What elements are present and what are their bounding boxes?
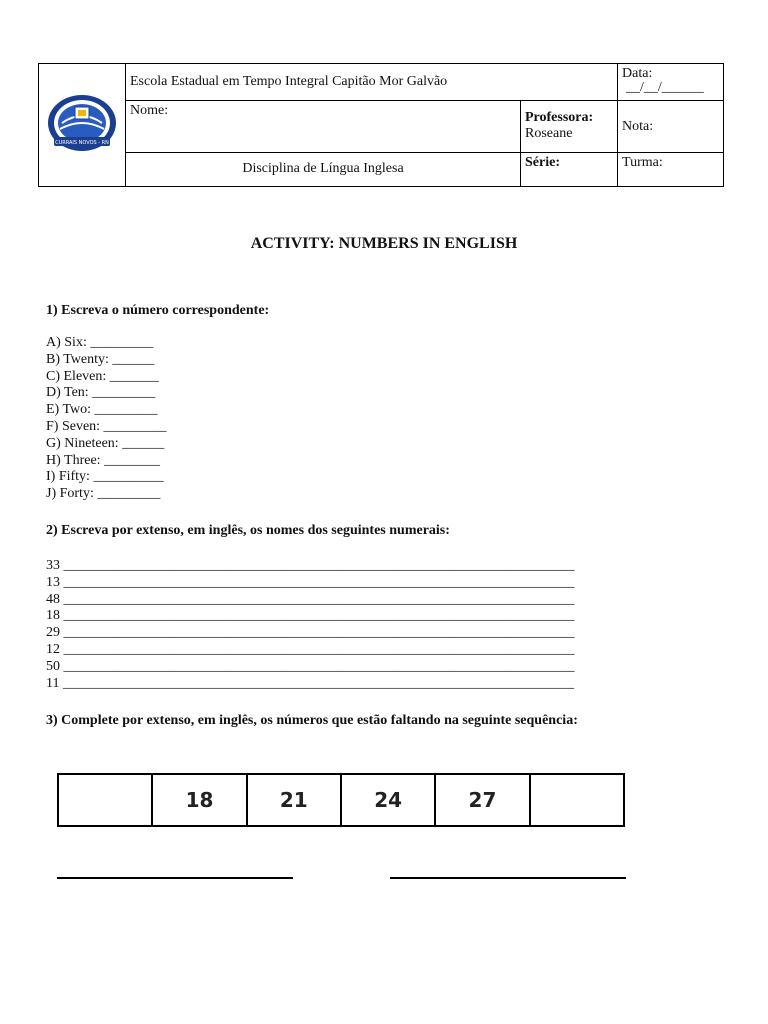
q2-heading: 2) Escreva por extenso, em inglês, os nomes dos seguintes numerais:	[46, 523, 450, 538]
list-item[interactable]: 48 _________________________________________________________________________	[46, 591, 575, 607]
sequence-cell: 21	[247, 774, 341, 826]
date-label: Data:	[622, 66, 653, 81]
class-cell	[618, 152, 724, 186]
school-name-cell	[126, 64, 618, 101]
list-item[interactable]: 29 _________________________________________________________________________	[46, 625, 575, 641]
list-item[interactable]: 50 _________________________________________________________________________	[46, 658, 575, 674]
grade-cell	[618, 101, 724, 152]
answer-line-2[interactable]	[390, 877, 626, 879]
school-name: Escola Estadual em Tempo Integral Capitão Mor Galvão	[130, 74, 448, 89]
school-logo	[46, 93, 118, 153]
school-logo-cell	[39, 64, 126, 187]
date-cell	[618, 64, 724, 101]
list-item[interactable]: F) Seven: _________	[46, 418, 167, 434]
list-item[interactable]: 18 _________________________________________________________________________	[46, 608, 575, 624]
list-item[interactable]: I) Fifty: __________	[46, 469, 164, 485]
q1-heading: 1) Escreva o número correspondente:	[46, 303, 270, 318]
sequence-cell: 18	[152, 774, 246, 826]
teacher-name: Roseane	[525, 126, 573, 142]
series-cell	[521, 152, 618, 186]
list-item[interactable]: B) Twenty: ______	[46, 351, 155, 367]
list-item[interactable]: J) Forty: _________	[46, 486, 161, 502]
teacher-cell	[521, 101, 618, 152]
q3-heading: 3) Complete por extenso, em inglês, os números que estão faltando na seguinte sequência:	[46, 713, 578, 728]
discipline-cell	[126, 152, 521, 186]
list-item[interactable]: G) Nineteen: ______	[46, 435, 165, 451]
class-label: Turma:	[622, 154, 663, 170]
list-item[interactable]: 13 _________________________________________________________________________	[46, 574, 575, 590]
sequence-cell: 24	[341, 774, 435, 826]
list-item[interactable]: H) Three: ________	[46, 452, 161, 468]
discipline: Disciplina de Língua Inglesa	[242, 161, 404, 177]
list-item[interactable]: E) Two: _________	[46, 402, 158, 418]
name-label: Nome:	[130, 103, 169, 119]
q1-list	[46, 335, 167, 503]
header-table	[38, 63, 724, 187]
list-item[interactable]: D) Ten: _________	[46, 385, 156, 401]
list-item[interactable]: 11 _________________________________________________________________________	[46, 675, 574, 691]
date-blank[interactable]: __/__/______	[626, 80, 704, 95]
list-item[interactable]: C) Eleven: _______	[46, 368, 159, 384]
sequence-cell[interactable]	[530, 774, 624, 826]
list-item[interactable]: A) Six: _________	[46, 335, 154, 350]
teacher-label: Professora:	[525, 110, 594, 126]
series-label: Série:	[525, 154, 560, 170]
list-item[interactable]: 12 _________________________________________________________________________	[46, 641, 575, 657]
logo-text: CURRAIS NOVOS - RN	[55, 139, 109, 146]
name-cell	[126, 101, 521, 152]
sequence-table	[57, 773, 625, 827]
q2-list	[46, 558, 626, 692]
page-title: ACTIVITY: NUMBERS IN ENGLISH	[250, 235, 518, 252]
grade-label: Nota:	[622, 118, 654, 134]
list-item[interactable]: 33 _________________________________________________________________________	[46, 558, 575, 573]
sequence-cell: 27	[435, 774, 529, 826]
sequence-cell[interactable]	[58, 774, 152, 826]
answer-line-1[interactable]	[57, 877, 293, 879]
